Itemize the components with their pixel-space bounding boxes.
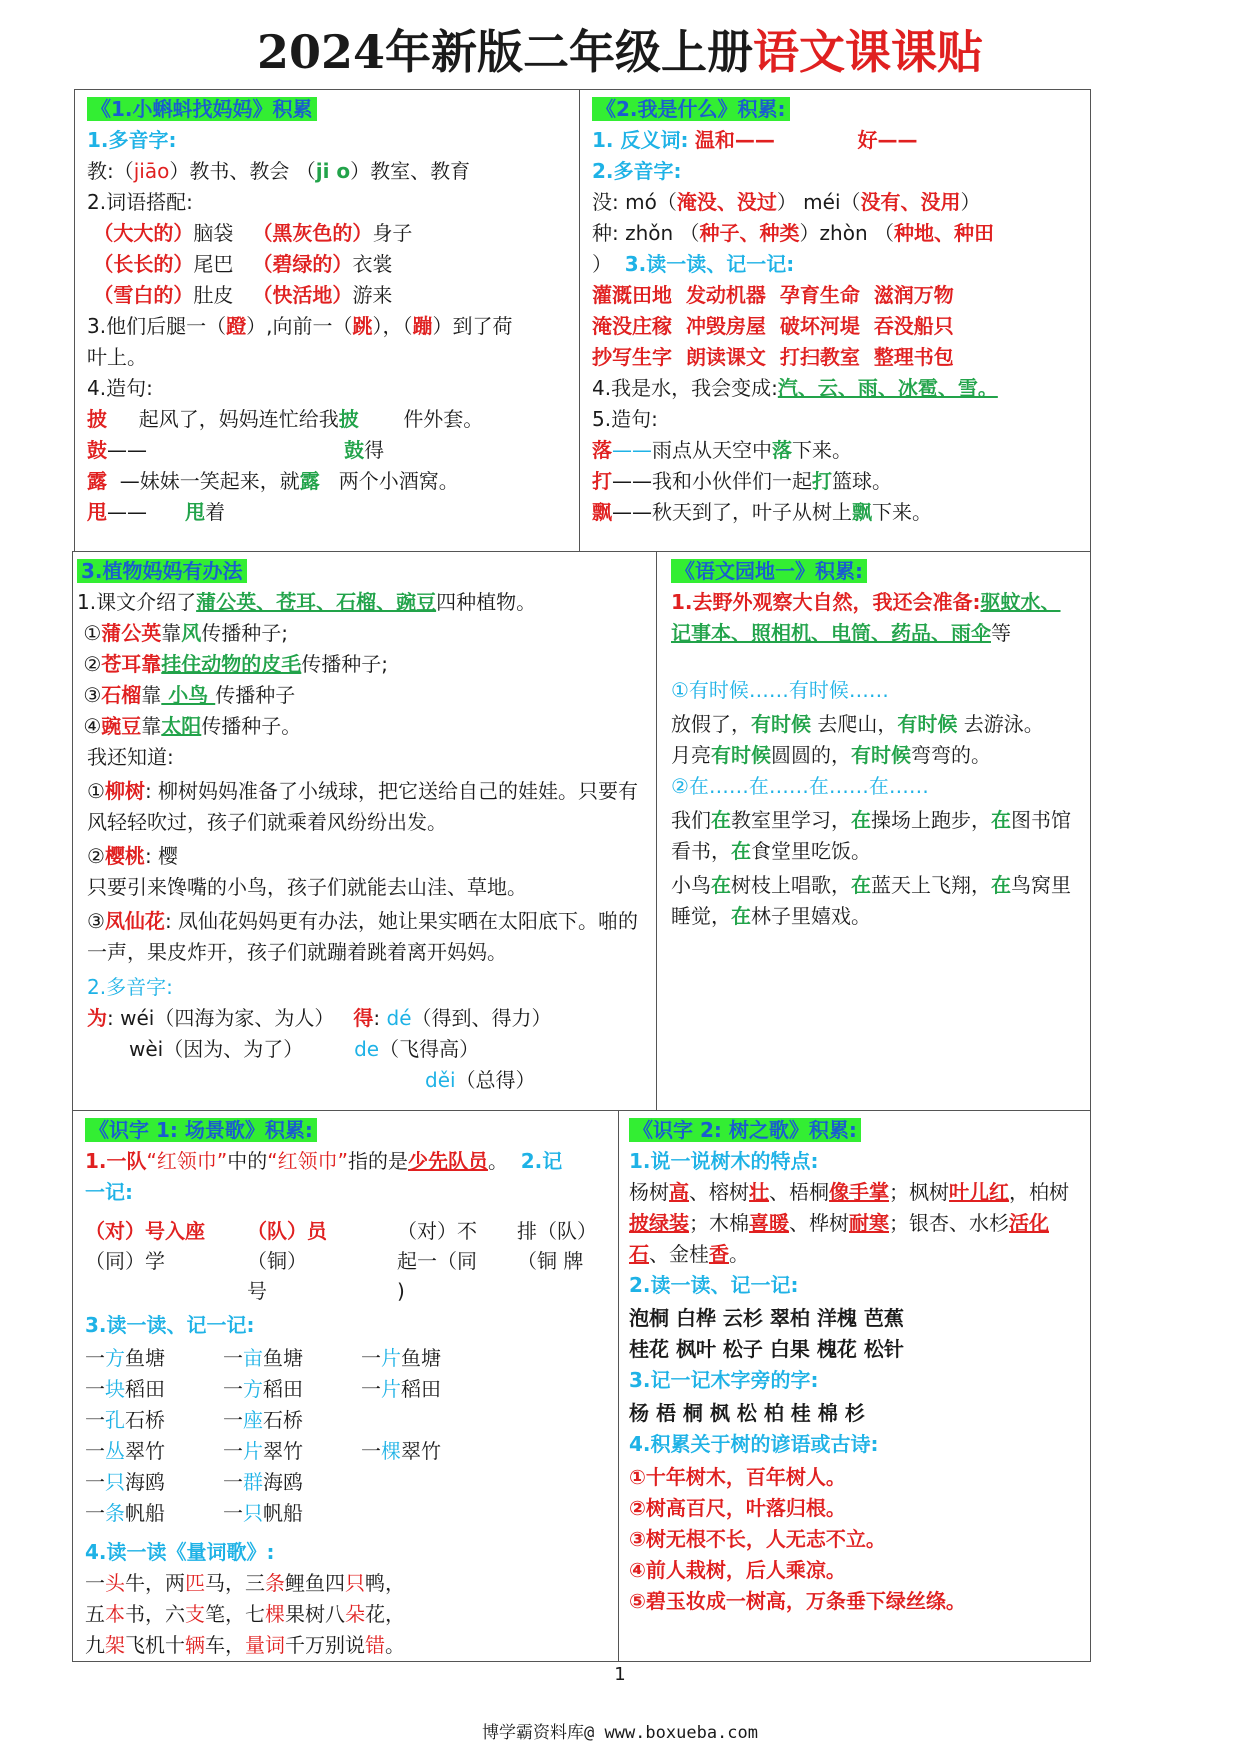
- section-lesson1: [74, 89, 580, 552]
- sentence-row: 披 起风了，妈妈连忙给我披 件外套。: [87, 407, 484, 431]
- collocation-row: （长长的）尾巴 （碧绿的）衣裳: [93, 252, 393, 276]
- page-number: 1: [614, 1664, 626, 1685]
- lesson2-header: 《2.我是什么》积累:: [592, 97, 790, 121]
- plant-item: ②苍耳靠挂住动物的皮毛传播种子;: [83, 652, 389, 676]
- antonym-line: 1. 反义词: 温和—— 好——: [592, 128, 918, 152]
- collocation-label: 2.词语搭配:: [87, 190, 193, 214]
- intro-line: 1.课文介绍了蒲公英、苍耳、石榴、豌豆四种植物。: [77, 590, 537, 614]
- measure-phrase: 一丛翠竹: [85, 1439, 165, 1463]
- remember-label: 一记:: [85, 1180, 133, 1204]
- sentence-row: 鼓—— 鼓得: [87, 438, 385, 462]
- page-title: 2024年新版二年级上册语文课课贴: [256, 25, 984, 79]
- sentence-label: 5.造句:: [592, 407, 658, 431]
- tree-features: 杨树高、榕树壮、梧桐像手掌；枫树叶儿红，柏树披绿装；木棉喜暖、桦树耐寒；银杏、水杉活化石、金桂香。: [629, 1180, 1069, 1266]
- proverb: ⑤碧玉妆成一树高，万条垂下绿丝绦。: [629, 1589, 966, 1613]
- measure-phrase: 一条帆船: [85, 1501, 165, 1525]
- measure-song-line: 一头牛，两匹马，三条鲤鱼四只鸭，: [85, 1571, 405, 1595]
- measure-song-line: 五本书，六支笔，七棵果树八朵花，: [85, 1602, 405, 1626]
- measure-phrase: 一群海鸥: [223, 1470, 303, 1494]
- polyphone-zhong: 种: zhǒn （种子、种类）zhòn （种地、种田: [592, 221, 994, 245]
- garden1-header: 《语文园地一》积累:: [671, 559, 867, 583]
- measure-grid-row: [85, 1374, 608, 1405]
- measure-grid-row: [85, 1436, 608, 1467]
- wood-radical-chars: 杨 梧 桐 枫 松 柏 桂 棉 杉: [629, 1401, 865, 1425]
- pattern2-sentence: 小鸟在树枝上唱歌，在蓝天上飞翔，在鸟窝里睡觉，在林子里嬉戏。: [671, 873, 1071, 928]
- section-literacy1: [72, 1110, 619, 1662]
- sentence-row: 飘——秋天到了，叶子从树上飘下来。: [592, 500, 932, 524]
- pattern1-sentence: 月亮有时候圆圆的，有时候弯弯的。: [671, 743, 991, 767]
- pattern2-label: ②在……在……在……在……: [671, 774, 929, 798]
- fill-blank-line: 3.他们后腿一（蹬）,向前一（跳），（蹦）到了荷: [87, 314, 513, 338]
- measure-phrase: 一方鱼塘: [85, 1346, 165, 1370]
- polyphone-row: děi（总得）: [425, 1068, 536, 1092]
- plant-item: ④豌豆靠太阳传播种子。: [83, 714, 302, 738]
- proverb: ①十年树木，百年树人。: [629, 1465, 846, 1489]
- measure-phrase: 一块稻田: [85, 1377, 165, 1401]
- section-garden1: [656, 551, 1091, 1111]
- measure-grid-row: [85, 1498, 608, 1529]
- literacy2-header: 《识字 2: 树之歌》积累:: [629, 1118, 861, 1142]
- sentence-label: 4.造句:: [87, 376, 153, 400]
- homophone-row: （同）学 （铜） 起一（同 （铜 牌: [85, 1249, 584, 1273]
- polyphone-mo: 没: mó（淹没、没过） méi（没有、没用）: [592, 190, 981, 214]
- proverb: ②树高百尺，叶落归根。: [629, 1496, 846, 1520]
- prepare-line: 1.去野外观察大自然，我还会准备:驱蚊水、记事本、照相机、电筒、药品、雨伞等: [671, 590, 1061, 645]
- tree-names-label: 2.读一读、记一记:: [629, 1273, 799, 1297]
- know-willow: ①柳树: 柳树妈妈准备了小绒球，把它送给自己的娃娃。只要有风轻轻吹过，孩子们就乘着风纷纷出发。: [87, 779, 639, 834]
- measure-phrase: 一片鱼塘: [361, 1346, 441, 1370]
- homophone-row: （对）号入座 （队）员 （对）不 排（队）: [85, 1219, 597, 1243]
- measure-song: [85, 1568, 608, 1661]
- sentence-row: 甩—— 甩着: [87, 500, 226, 524]
- sentence-row: 露 —妹妹一笑起来，就露 两个小酒窝。: [87, 469, 459, 493]
- read-remember-label-line: ） 3.读一读、记一记:: [592, 252, 795, 276]
- polyphone-label: 2.多音字:: [87, 975, 173, 999]
- measure-song-line: 九架飞机十辆车，量词千万别说错。: [85, 1633, 405, 1657]
- plant-item: ③石榴靠 小鸟 传播种子: [83, 683, 296, 707]
- homophone-row: 号 ): [247, 1279, 405, 1303]
- word-row: 淹没庄稼 冲毁房屋 破坏河堤 吞没船只: [592, 314, 954, 338]
- tree-names-row: 桂花 枫叶 松子 白果 槐花 松针: [629, 1337, 904, 1361]
- know-cherry-cont: 只要引来馋嘴的小鸟，孩子们就能去山洼、草地。: [87, 875, 527, 899]
- measure-phrase: [361, 1498, 499, 1529]
- polyphone-label: 2.多音字:: [592, 159, 682, 183]
- pattern2-sentence: 我们在教室里学习，在操场上跑步，在图书馆看书，在食堂里吃饭。: [671, 808, 1071, 863]
- measure-grid-row: [85, 1343, 608, 1374]
- measure-phrase: 一亩鱼塘: [223, 1346, 303, 1370]
- polyphone-row: wèi（因为、为了） de（飞得高）: [129, 1037, 480, 1061]
- collocation-row: （雪白的）肚皮 （快活地）游来: [93, 283, 393, 307]
- polyphone-row: 为: wéi（四海为家、为人） 得: dé（得到、得力）: [87, 1006, 552, 1030]
- word-row: 抄写生字 朗读课文 打扫教室 整理书包: [592, 345, 954, 369]
- measure-phrase: 一片稻田: [361, 1377, 441, 1401]
- lesson3-header: 3.植物妈妈有办法: [77, 559, 247, 583]
- proverb: ③树无根不长，人无志不立。: [629, 1527, 886, 1551]
- measure-grid-row: [85, 1467, 608, 1498]
- sentence-row: 落——雨点从天空中落下来。: [592, 438, 852, 462]
- wood-radical-label: 3.记一记木字旁的字:: [629, 1368, 819, 1392]
- polyphone-label: 1.多音字:: [87, 128, 177, 152]
- know-label: 我还知道:: [87, 745, 174, 769]
- measure-phrase: [361, 1467, 499, 1498]
- measure-phrase: 一只海鸥: [85, 1470, 165, 1494]
- collocation-row: （大大的）脑袋 （黑灰色的）身子: [93, 221, 413, 245]
- water-change-line: 4.我是水，我会变成:汽、云、雨、冰雹、雪。: [592, 376, 998, 400]
- know-balsam: ③凤仙花: 凤仙花妈妈更有办法，她让果实晒在太阳底下。啪的一声，果皮炸开，孩子们就蹦着跳着离开妈妈。: [87, 909, 639, 964]
- measure-phrase: [361, 1405, 499, 1436]
- word-row: 灌溉田地 发动机器 孕育生命 滋润万物: [592, 283, 954, 307]
- measure-word-grid: [85, 1343, 608, 1529]
- measure-song-label: 4.读一读《量词歌》:: [85, 1540, 275, 1564]
- lesson1-header: 《1.小蝌蚪找妈妈》积累: [87, 97, 317, 121]
- polyphone-line: 教:（jiāo）教书、教会 （ji o）教室、教育: [87, 159, 471, 183]
- measure-phrase: 一方稻田: [223, 1377, 303, 1401]
- section-lesson2: [579, 89, 1091, 552]
- plant-item: ①蒲公英靠风传播种子;: [83, 621, 289, 645]
- measure-phrase: 一片翠竹: [223, 1439, 303, 1463]
- measure-phrase: 一只帆船: [223, 1501, 303, 1525]
- proverb: ④前人栽树，后人乘凉。: [629, 1558, 846, 1582]
- pattern1-label: ①有时候……有时候……: [671, 678, 889, 702]
- tree-features-label: 1.说一说树木的特点:: [629, 1149, 819, 1173]
- tree-names-row: 泡桐 白桦 云杉 翠柏 洋槐 芭蕉: [629, 1306, 904, 1330]
- measure-label: 3.读一读、记一记:: [85, 1313, 255, 1337]
- pattern1-sentence: 放假了，有时候 去爬山，有时候 去游泳。: [671, 712, 1044, 736]
- red-scarf-line: 1.一队“红领巾”中的“红领巾”指的是少先队员。 2.记: [85, 1149, 563, 1173]
- measure-phrase: 一孔石桥: [85, 1408, 165, 1432]
- section-literacy2: [618, 1110, 1091, 1662]
- fill-blank-line-cont: 叶上。: [87, 345, 147, 369]
- measure-grid-row: [85, 1405, 608, 1436]
- know-cherry: ②樱桃: 樱: [87, 844, 179, 868]
- measure-phrase: 一棵翠竹: [361, 1439, 441, 1463]
- literacy1-header: 《识字 1: 场景歌》积累:: [85, 1118, 317, 1142]
- measure-phrase: 一座石桥: [223, 1408, 303, 1432]
- proverb-label: 4.积累关于树的谚语或古诗:: [629, 1432, 879, 1456]
- section-lesson3: [72, 551, 657, 1111]
- source-watermark: 博学霸资料库@ www.boxueba.com: [482, 1723, 758, 1743]
- sentence-row: 打——我和小伙伴们一起打篮球。: [592, 469, 892, 493]
